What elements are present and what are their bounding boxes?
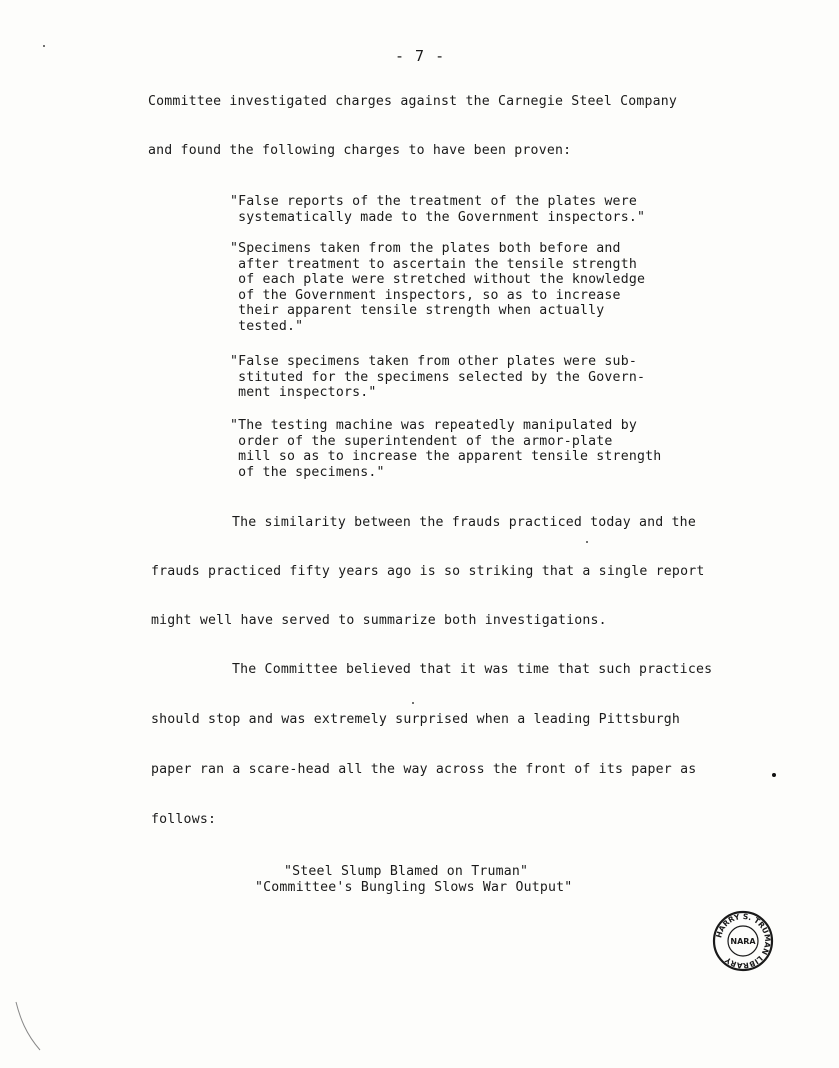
paragraph-2-line-3: might well have served to summarize both investigations.: [151, 613, 607, 628]
paragraph-2-line-2: frauds practiced fifty years ago is so striking that a single report: [151, 564, 705, 579]
svg-text:HARRY S. TRUMAN LIBRARY: HARRY S. TRUMAN LIBRARY: [714, 911, 773, 971]
quote-1: "False reports of the treatment of the plates were systematically made to the Government inspectors.": [230, 194, 646, 225]
paragraph-1-line-2: and found the following charges to have been proven:: [148, 143, 572, 158]
headline-1: "Steel Slump Blamed on Truman": [284, 864, 529, 879]
page-number: - 7 -: [395, 47, 446, 65]
paragraph-1-line-1: Committee investigated charges against the Carnegie Steel Company: [148, 94, 678, 109]
quote-4: "The testing machine was repeatedly manipulated by order of the superintendent of the armor-plate mill so as to increase the apparent tensile strength of the specimens.": [230, 418, 662, 480]
paragraph-3-line-1: The Committee believed that it was time that such practices: [232, 662, 713, 677]
paragraph-3-line-2: should stop and was extremely surprised when a leading Pittsburgh: [151, 712, 681, 727]
paper-speck: [586, 541, 588, 543]
quote-2: "Specimens taken from the plates both before and after treatment to ascertain the tensile strength of each plate were stretched without the knowledge of the Government inspectors, so as to increase their apparent tensile strength when actually tested.": [230, 241, 646, 334]
headline-2: "Committee's Bungling Slows War Output": [255, 880, 573, 895]
paragraph-3-line-3: paper ran a scare-head all the way across the front of its paper as: [151, 762, 697, 777]
paragraph-3-line-4: follows:: [151, 812, 217, 827]
paper-speck: [43, 45, 45, 47]
paper-speck: [412, 702, 414, 704]
ink-dot: [772, 773, 776, 777]
page-edge-mark: [14, 1000, 44, 1052]
quote-3: "False specimens taken from other plates were sub- stituted for the specimens selected by the Govern- ment inspectors.": [230, 354, 646, 401]
library-stamp-seal: [712, 910, 774, 972]
paragraph-2-line-1: The similarity between the frauds practiced today and the: [232, 515, 696, 530]
svg-text:NARA: NARA: [730, 937, 756, 946]
